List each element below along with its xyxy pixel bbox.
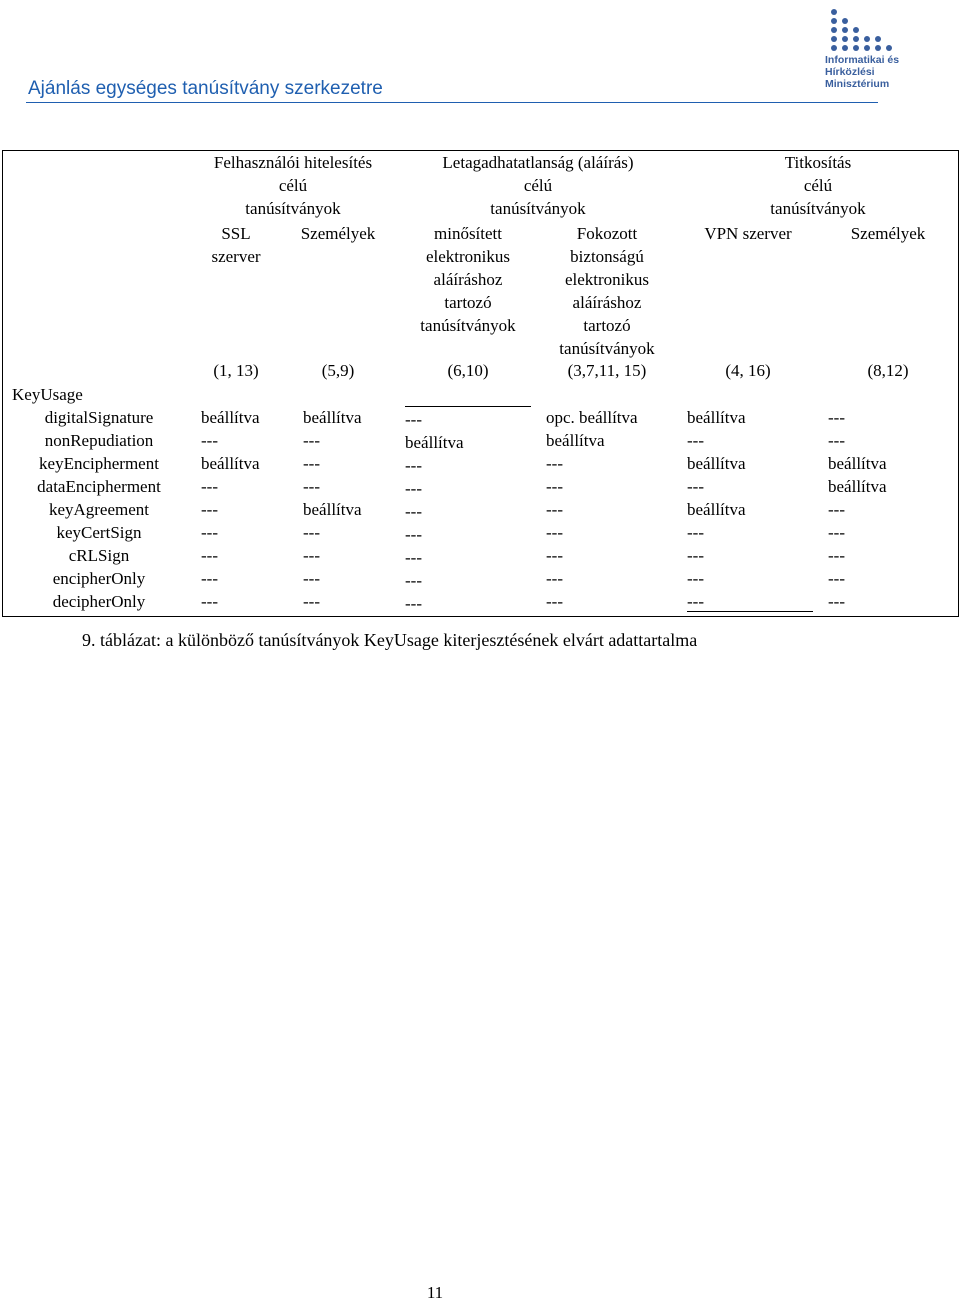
table-cell: beállítva bbox=[405, 433, 464, 452]
subheader-vpn-server: VPN szerver bbox=[704, 224, 792, 243]
column-persons-auth bbox=[303, 406, 362, 613]
table-cell: --- bbox=[546, 500, 563, 519]
table-cell: --- bbox=[201, 477, 218, 496]
subheader-qualified-signature: minősített elektronikus aláíráshoz tartozó tanúsítványok bbox=[420, 224, 516, 335]
table-cell: --- bbox=[405, 456, 422, 475]
table-cell: --- bbox=[201, 500, 218, 519]
row-label: cRLSign bbox=[68, 546, 130, 565]
row-label: nonRepudiation bbox=[44, 431, 154, 450]
table-caption: 9. táblázat: a különböző tanúsítványok KeyUsage kiterjesztésének elvárt adattartalma bbox=[82, 630, 698, 650]
table-cell: beállítva bbox=[828, 454, 887, 473]
group-header-signature: Letagadhatatlanság (aláírás) célú tanúsítványok bbox=[442, 153, 634, 218]
logo-line: Informatikai és bbox=[825, 54, 900, 66]
table-cell: beállítva bbox=[687, 408, 746, 427]
row-label: decipherOnly bbox=[52, 592, 146, 611]
logo-dots-icon bbox=[826, 6, 896, 52]
table-cell: --- bbox=[828, 546, 845, 565]
row-label: keyCertSign bbox=[56, 523, 142, 542]
table-cell: --- bbox=[303, 546, 320, 565]
logo-line: Hírközlési bbox=[825, 66, 875, 78]
table-cell: --- bbox=[687, 592, 704, 611]
group-header-encryption: Titkosítás célú tanúsítványok bbox=[770, 153, 866, 218]
ministry-logo bbox=[822, 6, 912, 94]
row-label: dataEncipherment bbox=[37, 477, 161, 496]
table-cell: --- bbox=[201, 431, 218, 450]
table-cell: --- bbox=[546, 592, 563, 611]
table-cell: --- bbox=[201, 523, 218, 542]
table-cell: --- bbox=[201, 546, 218, 565]
refs-advanced-signature: (3,7,11, 15) bbox=[567, 361, 647, 380]
table-cell: --- bbox=[405, 410, 422, 429]
table-cell: --- bbox=[405, 479, 422, 498]
table-cell: --- bbox=[828, 592, 845, 611]
refs-ssl-server: (1, 13) bbox=[213, 361, 259, 380]
table-cell: --- bbox=[201, 569, 218, 588]
table-cell: --- bbox=[405, 571, 422, 590]
row-label: keyAgreement bbox=[48, 500, 150, 519]
row-label: digitalSignature bbox=[44, 408, 154, 427]
table-cell: beállítva bbox=[201, 454, 260, 473]
table-cell: --- bbox=[687, 523, 704, 542]
row-header-keyusage: KeyUsage bbox=[12, 385, 83, 404]
table-cell: --- bbox=[405, 525, 422, 544]
table-cell: --- bbox=[828, 523, 845, 542]
keyusage-table bbox=[2, 150, 959, 617]
table-cell: --- bbox=[303, 454, 320, 473]
header-divider bbox=[26, 102, 878, 103]
table-cell: --- bbox=[546, 477, 563, 496]
column-persons-encryption bbox=[828, 406, 887, 613]
table-cell: beállítva bbox=[303, 408, 362, 427]
table-cell: --- bbox=[303, 569, 320, 588]
row-labels bbox=[3, 406, 195, 613]
table-cell: --- bbox=[303, 523, 320, 542]
table-cell: beállítva bbox=[546, 431, 605, 450]
table-cell: --- bbox=[687, 546, 704, 565]
subheader-persons-auth: Személyek bbox=[300, 224, 376, 243]
table-cell: --- bbox=[405, 502, 422, 521]
table-cell: --- bbox=[828, 408, 845, 427]
table-cell: --- bbox=[828, 569, 845, 588]
table-cell: --- bbox=[546, 569, 563, 588]
column-qualified-signature bbox=[405, 408, 464, 615]
cell-top-rule bbox=[405, 406, 531, 407]
group-header-authentication: Felhasználói hitelesítés célú tanúsítványok bbox=[213, 153, 373, 218]
subheader-advanced-signature: Fokozott biztonságú elektronikus aláíráshoz tartozó tanúsítványok bbox=[559, 224, 655, 358]
table-cell: beállítva bbox=[828, 477, 887, 496]
table-cell: --- bbox=[201, 592, 218, 611]
logo-line: Minisztérium bbox=[825, 78, 890, 90]
column-advanced-signature bbox=[546, 406, 638, 613]
table-cell: --- bbox=[303, 477, 320, 496]
table-cell: beállítva bbox=[687, 500, 746, 519]
refs-persons-encryption: (8,12) bbox=[867, 361, 909, 380]
table-cell: --- bbox=[687, 569, 704, 588]
table-cell: --- bbox=[546, 454, 563, 473]
table-cell: --- bbox=[303, 431, 320, 450]
subheader-ssl-server: SSL szerver bbox=[211, 224, 261, 266]
table-cell: --- bbox=[546, 546, 563, 565]
cell-bottom-rule bbox=[405, 616, 531, 617]
page-number: 11 bbox=[426, 1283, 444, 1302]
table-cell: --- bbox=[405, 548, 422, 567]
table-cell: --- bbox=[546, 523, 563, 542]
column-vpn-server bbox=[687, 406, 746, 613]
refs-vpn-server: (4, 16) bbox=[725, 361, 771, 380]
table-cell: beállítva bbox=[303, 500, 362, 519]
column-ssl-server bbox=[201, 406, 260, 613]
cell-bottom-rule bbox=[687, 611, 813, 612]
refs-persons-auth: (5,9) bbox=[321, 361, 355, 380]
page-header-title: Ajánlás egységes tanúsítvány szerkezetre bbox=[28, 78, 383, 99]
table-cell: opc. beállítva bbox=[546, 408, 638, 427]
table-cell: --- bbox=[828, 500, 845, 519]
table-cell: --- bbox=[687, 477, 704, 496]
refs-qualified-signature: (6,10) bbox=[447, 361, 489, 380]
subheader-persons-encryption: Személyek bbox=[850, 224, 926, 243]
logo-text bbox=[825, 54, 899, 90]
row-label: encipherOnly bbox=[52, 569, 146, 588]
table-cell: --- bbox=[687, 431, 704, 450]
table-cell: --- bbox=[303, 592, 320, 611]
row-label: keyEncipherment bbox=[39, 454, 159, 473]
table-cell: beállítva bbox=[201, 408, 260, 427]
table-cell: beállítva bbox=[687, 454, 746, 473]
table-cell: --- bbox=[828, 431, 845, 450]
table-cell: --- bbox=[405, 594, 422, 613]
